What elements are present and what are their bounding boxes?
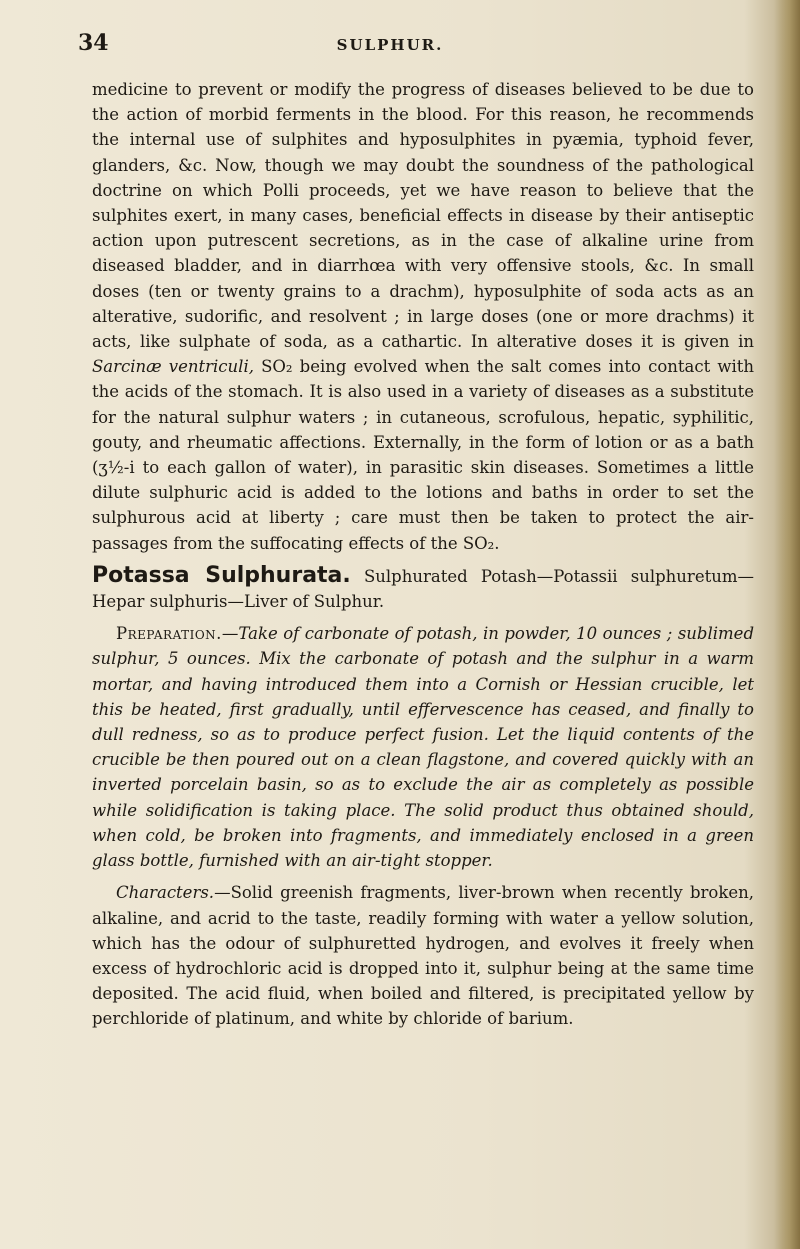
paragraph-sulphites — [92, 77, 754, 556]
page-header — [0, 30, 800, 60]
paragraph-sulphites-cont: SO₂ being evolved when the salt comes into contact with the acids of the stomach. It is also used in a variety of diseases as a substitute for the natural sulphur waters ; in cutaneous, scrofulous, hepatic, syphilitic, gouty, and rheumatic affections. Externally, in the form of lotion or as a bath (ʒ½-i to each gallon of water), in parasitic skin diseases. Sometimes a little dilute sulphuric acid is added to the lotions and baths in order to set the sulphurous acid at liberty ; care must then be taken to protect the air-passages from the suffocating effects of the SO₂. — [92, 357, 755, 553]
entry-title: Potassa Sulphurata. — [92, 562, 351, 588]
entry-potassa-sulphurata — [92, 563, 754, 614]
preparation-label: Preparation. — [116, 624, 222, 644]
running-head: SULPHUR. — [336, 36, 444, 54]
characters-label: Characters. — [116, 883, 215, 903]
preparation-paragraph — [92, 621, 754, 873]
characters-paragraph — [92, 880, 754, 1031]
entry-synonyms: Sulphurated Potash—Potassii sulphuretum—Hepar sulphuris—Liver of Sulphur. — [92, 566, 754, 612]
preparation-text: —Take of carbonate of potash, in powder, 10 ounces ; sublimed sulphur, 5 ounces. Mix the carbonate of potash and the sulphur in a warm mortar, and having introduced them into a Cornish or Hessian crucible, let this be heated, first gradually, until effervescence has ceased, and finally to dull redness, so as to produce perfect fusion. Let the liquid contents of the crucible be then poured out on a clean flagstone, and covered quickly with an inverted porcelain basin, so as to exclude the air as completely as possible while solidification is taking place. The solid product thus obtained should, when cold, be broken into fragments, and immediately enclosed in a green glass bottle, furnished with an air-tight stopper. — [92, 624, 754, 871]
characters-text: —Solid greenish fragments, liver-brown when recently broken, alkaline, and acrid to the taste, readily forming with water a yellow solution, which has the odour of sulphuretted hydrogen, and evolves it freely when excess of hydrochloric acid is dropped into it, sulphur being at the same time deposited. The acid fluid, when boiled and filtered, is precipitated yellow by perchloride of platinum, and white by chloride of barium. — [92, 883, 754, 1029]
paragraph-sulphites-text: medicine to prevent or modify the progress of diseases believed to be due to the action of morbid ferments in the blood. For this reason, he recommends the internal use of sulphites and hyposulphites in pyæmia, typhoid fever, glanders, &c. Now, though we may doubt the soundness of the pathological doctrine on which Polli proceeds, yet we have reason to believe that the sulphites exert, in many cases, beneficial effects in disease by their antiseptic action upon putrescent secretions, as in the case of alkaline urine from diseased bladder, and in diarrhœa with very offensive stools, &c. In small doses (ten or twenty grains to a drachm), hyposulphite of soda acts as an alterative, sudorific, and resolvent ; in large doses (one or more drachms) it acts, like sulphate of soda, as a cathartic. In alterative doses it is given in — [92, 80, 754, 352]
page-edge-shadow — [774, 0, 800, 1249]
page-number: 34 — [78, 30, 109, 56]
sarcinae-term: Sarcinæ ventriculi, — [92, 357, 254, 377]
page-body — [92, 77, 754, 1032]
